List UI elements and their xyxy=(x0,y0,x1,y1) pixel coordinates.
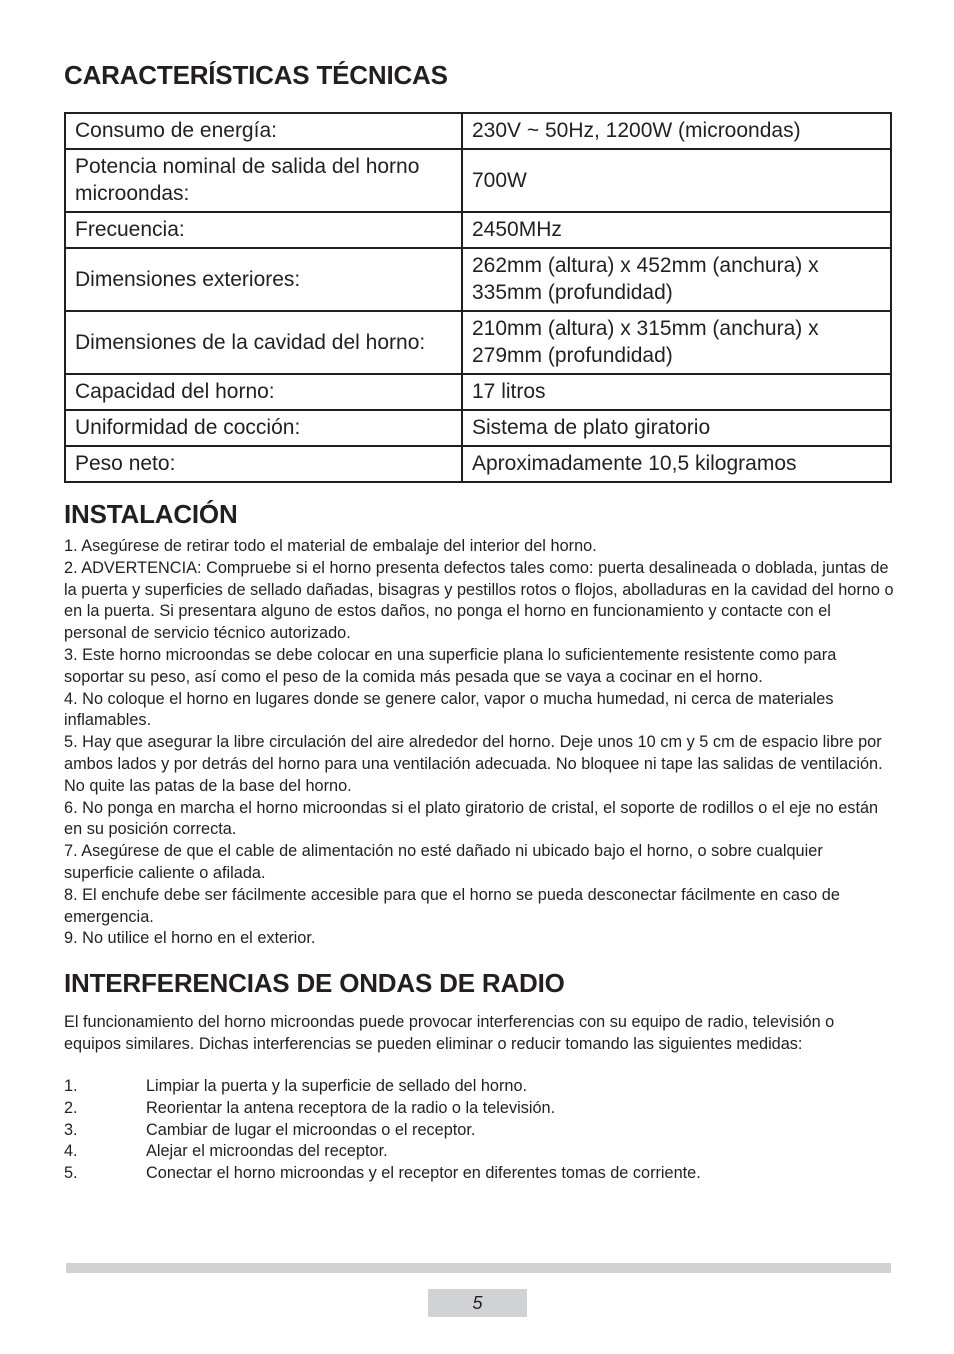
spec-value: 700W xyxy=(462,149,891,212)
list-text: Alejar el microondas del receptor. xyxy=(146,1142,388,1161)
spec-value: 2450MHz xyxy=(462,212,891,248)
list-number: 2. xyxy=(64,1098,78,1117)
list-number: 5. xyxy=(64,1164,78,1183)
footer-divider xyxy=(66,1263,891,1273)
spec-label: Dimensiones de la cavidad del horno: xyxy=(65,311,462,374)
spec-value: 262mm (altura) x 452mm (anchura) x 335mm (profundidad) xyxy=(462,248,891,311)
specs-table xyxy=(64,112,892,483)
list-item xyxy=(64,1076,894,1098)
spec-label: Dimensiones exteriores: xyxy=(65,248,462,311)
install-heading: INSTALACIÓN xyxy=(64,499,238,529)
table-row xyxy=(65,410,891,446)
list-text: Limpiar la puerta y la superficie de sellado del horno. xyxy=(146,1077,528,1095)
radio-heading: INTERFERENCIAS DE ONDAS DE RADIO xyxy=(64,968,565,998)
spec-label: Frecuencia: xyxy=(65,212,462,248)
list-item xyxy=(64,1141,894,1163)
install-list xyxy=(64,536,894,950)
table-row xyxy=(65,446,891,482)
list-number: 4. xyxy=(64,1142,78,1161)
list-item: 6. No ponga en marcha el horno microondas si el plato giratorio de cristal, el soporte de rodillos o el eje no están en su posición correcta. xyxy=(64,798,879,839)
list-text: Reorientar la antena receptora de la radio o la televisión. xyxy=(146,1098,556,1117)
table-row xyxy=(65,212,891,248)
radio-list xyxy=(64,1076,894,1185)
spec-label: Peso neto: xyxy=(65,446,462,482)
spec-label: Capacidad del horno: xyxy=(65,374,462,410)
spec-value: 210mm (altura) x 315mm (anchura) x 279mm (profundidad) xyxy=(462,311,891,374)
spec-label: Consumo de energía: xyxy=(65,113,462,149)
list-number: 1. xyxy=(64,1077,78,1095)
list-text: Cambiar de lugar el microondas o el receptor. xyxy=(146,1120,476,1139)
list-item: 1. Asegúrese de retirar todo el material de embalaje del interior del horno. xyxy=(64,537,597,555)
list-item: 8. El enchufe debe ser fácilmente accesible para que el horno se pueda desconectar fácilmente en caso de emergencia. xyxy=(64,885,840,926)
list-item: 9. No utilice el horno en el exterior. xyxy=(64,929,316,948)
list-item: 2. ADVERTENCIA: Compruebe si el horno presenta defectos tales como: puerta desalineada o doblada, juntas de la puerta y superficies de sellado dañadas, bisagras y pestillos rotos o flojos, abolladuras en la cavidad del horno o en la puerta. Si presentara alguno de estos daños, no ponga el horno en funcionamiento y contacte con el personal de servicio técnico autorizado. xyxy=(64,558,894,643)
spec-label: Uniformidad de cocción: xyxy=(65,410,462,446)
spec-label: Potencia nominal de salida del horno microondas: xyxy=(65,149,462,212)
table-row xyxy=(65,311,891,374)
radio-intro-text: El funcionamiento del horno microondas puede provocar interferencias con su equipo de radio, televisión o equipos similares. Dichas interferencias se pueden eliminar o reducir tomando las siguientes medidas: xyxy=(64,1013,835,1053)
radio-intro xyxy=(64,1012,894,1056)
spec-value: Aproximadamente 10,5 kilogramos xyxy=(462,446,891,482)
list-item: 3. Este horno microondas se debe colocar en una superficie plana lo suficientemente resistente como para soportar su peso, así como el peso de la comida más pesada que se vaya a cocinar en el horno. xyxy=(64,645,837,686)
list-item xyxy=(64,1163,894,1185)
list-item: 4. No coloque el horno en lugares donde se genere calor, vapor o mucha humedad, ni cerca de materiales inflamables. xyxy=(64,689,834,730)
list-item xyxy=(64,1098,894,1120)
spec-value: 230V ~ 50Hz, 1200W (microondas) xyxy=(462,113,891,149)
list-item xyxy=(64,1120,894,1142)
page-number: 5 xyxy=(428,1289,527,1317)
table-row xyxy=(65,248,891,311)
table-row xyxy=(65,149,891,212)
list-item: 7. Asegúrese de que el cable de alimentación no esté dañado ni ubicado bajo el horno, o sobre cualquier superficie caliente o afilada. xyxy=(64,842,823,882)
specs-heading: CARACTERÍSTICAS TÉCNICAS xyxy=(64,60,448,90)
table-row xyxy=(65,113,891,149)
list-number: 3. xyxy=(64,1120,78,1139)
spec-value: 17 litros xyxy=(462,374,891,410)
list-item: 5. Hay que asegurar la libre circulación del aire alrededor del horno. Deje unos 10 cm y 5 cm de espacio libre por ambos lados y por detrás del horno para una ventilación adecuada. No bloquee ni tape las salidas de ventilación. No quite las patas de la base del horno. xyxy=(64,733,883,795)
table-row xyxy=(65,374,891,410)
list-text: Conectar el horno microondas y el receptor en diferentes tomas de corriente. xyxy=(146,1164,701,1183)
spec-value: Sistema de plato giratorio xyxy=(462,410,891,446)
